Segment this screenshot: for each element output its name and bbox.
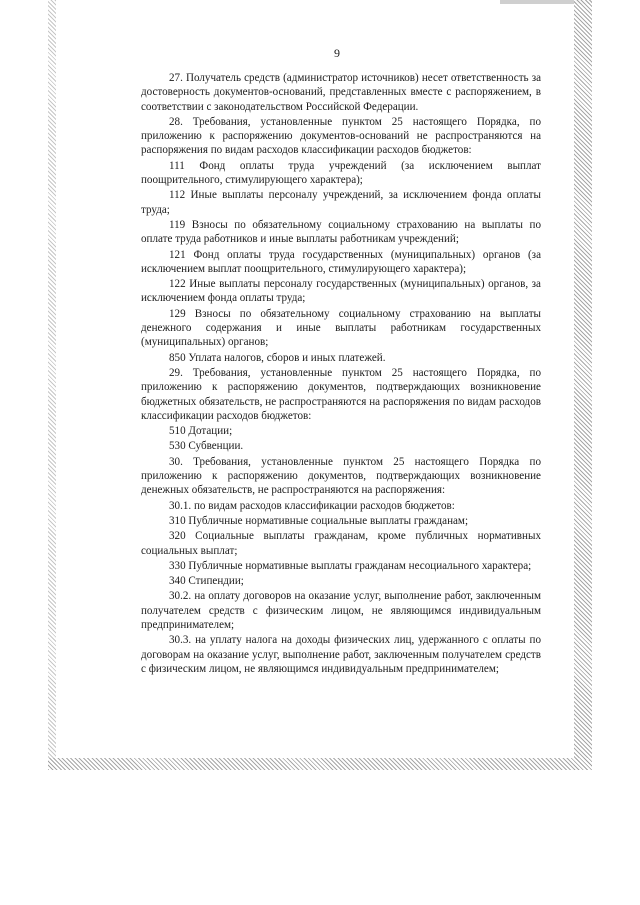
subparagraph-30-3: 30.3. на уплату налога на доходы физических лиц, удержанного с оплаты по договорам на оказание услуг, выполнение работ, заключенным получателем средств с физическим лицом, не являющимся индивидуальным предпринимателем; bbox=[141, 634, 541, 675]
scan-right-edge bbox=[574, 0, 592, 770]
scan-left-edge bbox=[48, 0, 56, 770]
list-item-119: 119 Взносы по обязательному социальному страхованию на выплаты по оплате труда работников и иные выплаты работникам учреждений; bbox=[141, 218, 541, 246]
paragraph-28: 28. Требования, установленные пунктом 25 настоящего Порядка, по приложению к распоряжению документов-оснований не распространяются на распоряжения по видам расходов классификации расходов бюджетов: bbox=[141, 115, 541, 157]
list-item-122: 122 Иные выплаты персоналу государственных (муниципальных) органов, за исключением фонда оплаты труда; bbox=[141, 278, 541, 305]
subparagraph-30-2: 30.2. на оплату договоров на оказание услуг, выполнение работ, заключенным получателем средств с физическим лицом, не являющимся индивидуальным предпринимателем; bbox=[141, 590, 541, 631]
paragraph-27: 27. Получатель средств (администратор источников) несет ответственность за достоверность документов-оснований, представленных вместе с распоряжением, в соответствии с законодательством Российской Федерации. bbox=[141, 72, 541, 113]
paragraph-30: 30. Требования, установленные пунктом 25 настоящего Порядка по приложению к распоряжению документов, подтверждающих возникновение денежных обязательств, не распространяются на распоряжения: bbox=[141, 455, 541, 497]
list-item-530: 530 Субвенции. bbox=[169, 440, 244, 453]
list-item-310: 310 Публичные нормативные социальные выплаты гражданам; bbox=[169, 514, 469, 527]
list-item-850: 850 Уплата налогов, сборов и иных платежей. bbox=[169, 351, 386, 364]
page-number: 9 bbox=[334, 46, 340, 60]
scan-bottom-edge bbox=[48, 758, 592, 770]
paragraph-29: 29. Требования, установленные пунктом 25 настоящего Порядка, по приложению к распоряжению документов, подтверждающих возникновение бюджетных обязательств, не распространяются на распоряжения по видам расходов классификации расходов бюджетов: bbox=[141, 366, 541, 422]
list-item-510: 510 Дотации; bbox=[169, 425, 233, 438]
subparagraph-30-1: 30.1. по видам расходов классификации расходов бюджетов: bbox=[169, 499, 455, 512]
list-item-340: 340 Стипендии; bbox=[169, 575, 244, 588]
list-item-129: 129 Взносы по обязательному социальному страхованию на выплаты денежного содержания и иные выплаты работникам государственных (муниципальных) органов; bbox=[141, 307, 541, 349]
list-item-112: 112 Иные выплаты персоналу учреждений, за исключением фонда оплаты труда; bbox=[141, 189, 541, 216]
list-item-330: 330 Публичные нормативные выплаты гражданам несоциального характера; bbox=[169, 559, 532, 572]
document-body bbox=[141, 71, 541, 676]
list-item-111: 111 Фонд оплаты труда учреждений (за исключением выплат поощрительного, стимулирующего характера); bbox=[141, 159, 541, 187]
list-item-121: 121 Фонд оплаты труда государственных (муниципальных) органов (за исключением выплат поощрительного, стимулирующего характера); bbox=[141, 248, 541, 275]
list-item-320: 320 Социальные выплаты гражданам, кроме публичных нормативных социальных выплат; bbox=[141, 530, 541, 557]
